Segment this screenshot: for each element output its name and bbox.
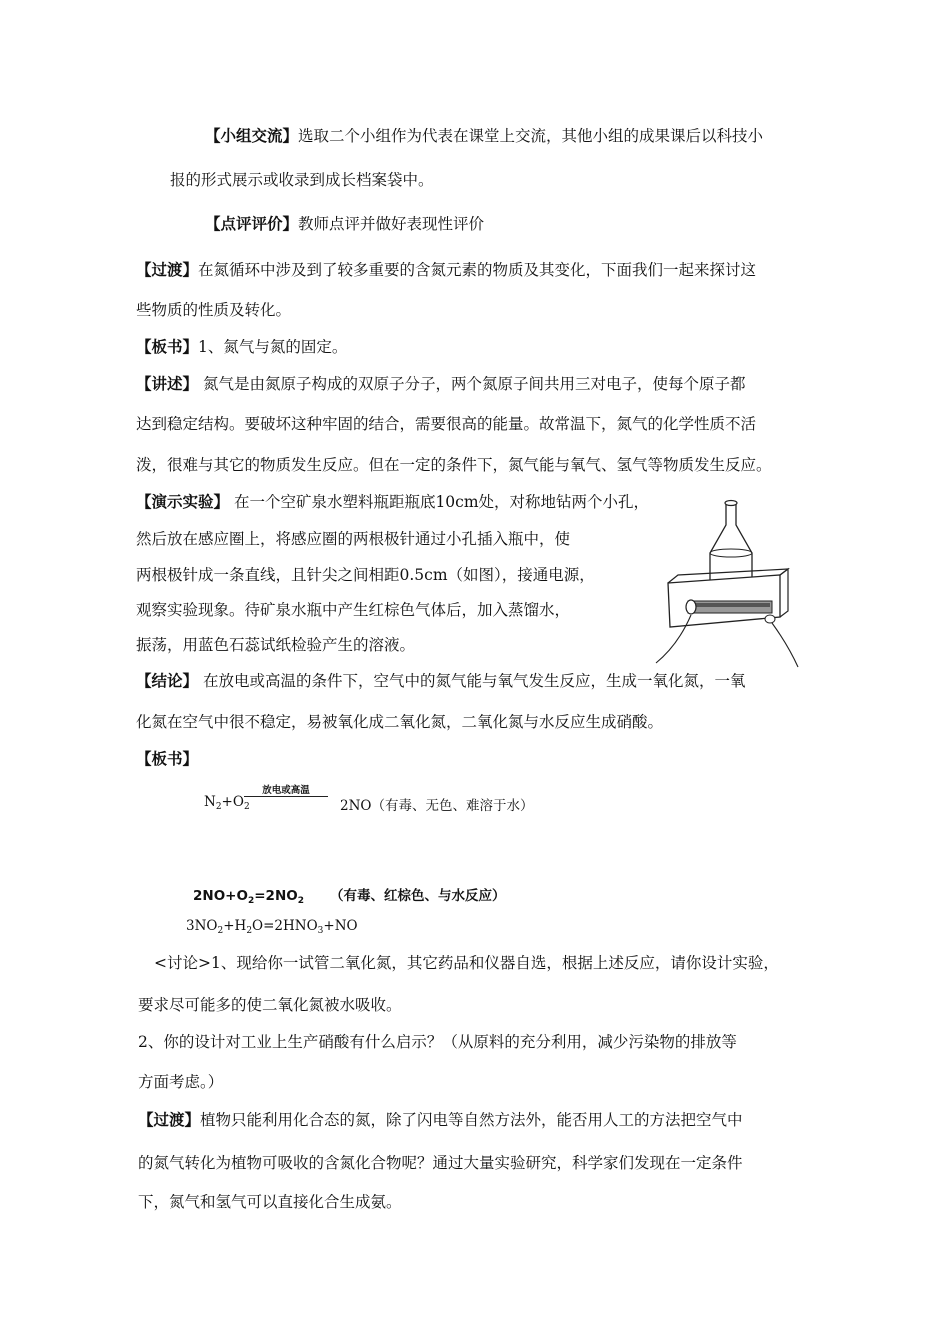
eq3-sub: 2 xyxy=(217,926,224,936)
paragraph-conclusion xyxy=(136,671,745,691)
text-transition: 在氮循环中涉及到了较多重要的含氮元素的物质及其变化，下面我们一起来探讨这 xyxy=(198,261,757,279)
paragraph-line: 的氮气转化为植物可吸收的含氮化合物呢？通过大量实验研究，科学家们发现在一定条件 xyxy=(138,1154,743,1172)
paragraph-line: 然后放在感应圈上，将感应圈的两根极针通过小孔插入瓶中，使 xyxy=(136,530,571,548)
paragraph-line: 泼，很难与其它的物质发生反应。但在一定的条件下，氮气能与氧气、氢气等物质发生反应。 xyxy=(136,456,772,474)
paragraph-demo xyxy=(136,492,649,512)
eq3-part: 3NO xyxy=(186,918,218,934)
paragraph-line: 两根极针成一条直线，且针尖之间相距0.5cm（如图），接通电源， xyxy=(136,566,595,584)
tag-board-2: 【板书】 xyxy=(136,750,199,768)
eq3-part: +H xyxy=(223,918,247,934)
tag-transition: 【过渡】 xyxy=(136,261,199,279)
eq3-part: O=2HNO xyxy=(252,918,318,934)
tag-board: 【板书】 xyxy=(136,338,199,356)
eq3-part: +NO xyxy=(323,918,358,934)
paragraph-line: 观察实验现象。待矿泉水瓶中产生红棕色气体后，加入蒸馏水， xyxy=(136,601,571,619)
discussion-1: <讨论>1、现给你一试管二氧化氮，其它药品和仪器自选，根据上述反应，请你设计实验， xyxy=(154,954,779,972)
text-lecture: 氮气是由氮原子构成的双原子分子，两个氮原子间共用三对电子，使每个原子都 xyxy=(198,375,746,393)
tag-demo: 【演示实验】 xyxy=(136,493,230,511)
paragraph-group-exchange xyxy=(205,126,763,146)
text-evaluation: 教师点评并做好表现性评价 xyxy=(298,215,485,233)
text-board: 1、氮气与氮的固定。 xyxy=(198,338,348,356)
paragraph-board-2 xyxy=(136,749,198,769)
tag-transition-2: 【过渡】 xyxy=(138,1111,201,1129)
eq3-sub: 2 xyxy=(246,926,253,936)
text-conclusion: 在放电或高温的条件下，空气中的氮气能与氧气发生反应，生成一氧化氮，一氧 xyxy=(198,672,746,690)
text-demo: 在一个空矿泉水塑料瓶距瓶底10cm处，对称地钻两个小孔， xyxy=(229,493,650,511)
experiment-apparatus-figure xyxy=(648,495,808,675)
paragraph-transition-2 xyxy=(138,1110,743,1130)
paragraph-board-1 xyxy=(136,337,347,357)
text-group-exchange: 选取二个小组作为代表在课堂上交流，其他小组的成果课后以科技小 xyxy=(298,127,764,145)
discussion-2: 2、你的设计对工业上生产硝酸有什么启示？（从原料的充分利用，减少污染物的排放等 xyxy=(138,1033,737,1051)
eq2-note: （有毒、红棕色、与水反应） xyxy=(329,888,506,904)
paragraph-line: 报的形式展示或收录到成长档案袋中。 xyxy=(170,171,434,189)
eq2-sub: 2 xyxy=(297,896,304,906)
tag-group-exchange: 【小组交流】 xyxy=(205,127,299,145)
paragraph-line: 方面考虑。） xyxy=(138,1073,224,1091)
paragraph-transition-1 xyxy=(136,260,756,280)
paragraph-line: 达到稳定结构。要破坏这种牢固的结合，需要很高的能量。故常温下，氮气的化学性质不活 xyxy=(136,415,757,433)
equation-n2-o2 xyxy=(204,794,250,812)
eq1-arrow-line xyxy=(244,796,328,797)
equation-no-o2 xyxy=(193,884,505,906)
eq2-part: =2NO xyxy=(254,888,298,904)
eq3-sub: 3 xyxy=(317,926,324,936)
eq2-sub: 2 xyxy=(247,896,255,906)
eq1-condition: 放电或高温 xyxy=(262,785,310,796)
equation-no2-h2o xyxy=(186,918,358,936)
paragraph-lecture xyxy=(136,374,745,394)
paragraph-line: 要求尽可能多的使二氧化氮被水吸收。 xyxy=(138,996,402,1014)
eq1-reactant-n: N xyxy=(204,794,216,810)
paragraph-line: 些物质的性质及转化。 xyxy=(136,301,292,319)
paragraph-evaluation xyxy=(205,214,484,234)
paragraph-line: 振荡，用蓝色石蕊试纸检验产生的溶液。 xyxy=(136,636,416,654)
eq2-part: 2NO+O xyxy=(193,888,248,904)
tag-evaluation: 【点评评价】 xyxy=(205,215,299,233)
tag-lecture: 【讲述】 xyxy=(136,375,199,393)
eq1-sub: 2 xyxy=(243,802,250,812)
paragraph-line: 化氮在空气中很不稳定，易被氧化成二氧化氮，二氧化氮与水反应生成硝酸。 xyxy=(136,713,664,731)
eq1-product: 2NO（有毒、无色、难溶于水） xyxy=(340,798,534,814)
paragraph-line: 下，氮气和氢气可以直接化合生成氨。 xyxy=(138,1193,402,1211)
text-transition-2: 植物只能利用化合态的氮，除了闪电等自然方法外，能否用人工的方法把空气中 xyxy=(200,1111,743,1129)
eq1-reactant-o: +O xyxy=(221,794,244,810)
eq1-sub: 2 xyxy=(215,802,222,812)
tag-conclusion: 【结论】 xyxy=(136,672,199,690)
